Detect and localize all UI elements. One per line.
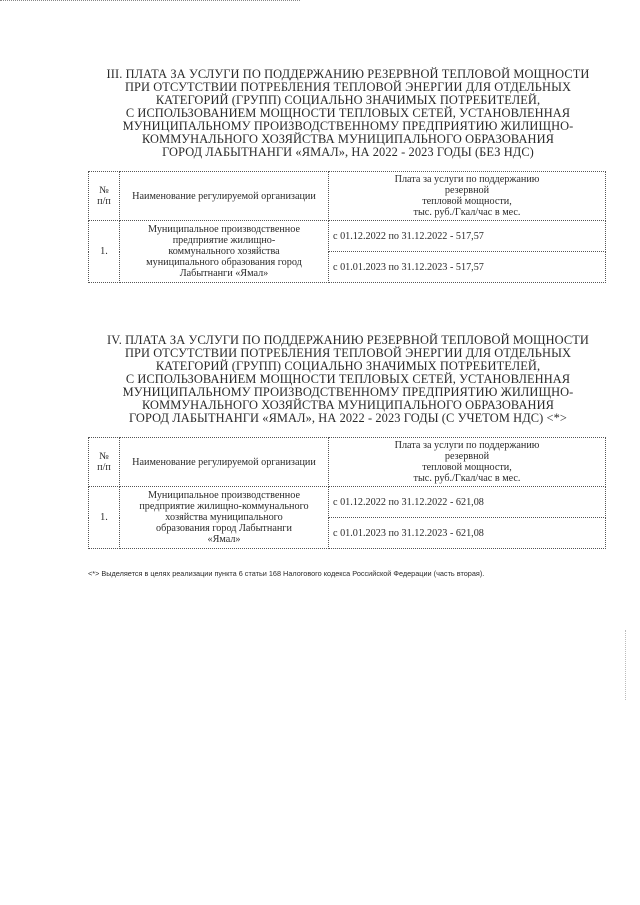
heading-line: С ИСПОЛЬЗОВАНИЕМ МОЩНОСТИ ТЕПЛОВЫХ СЕТЕЙ, УСТАНОВЛЕННАЯ xyxy=(125,106,571,120)
heading-line: III. ПЛАТА ЗА УСЛУГИ ПО ПОДДЕРЖАНИЮ РЕЗЕРВНОЙ ТЕПЛОВОЙ МОЩНОСТИ xyxy=(106,67,590,81)
scan-edge-line xyxy=(0,0,300,1)
header-fee-line: Плата за услуги по поддержанию xyxy=(394,440,540,451)
header-fee xyxy=(329,172,606,221)
organization-line: Лабытнанги «Ямал» xyxy=(179,268,269,279)
organization-line: муниципального образования город xyxy=(146,257,302,268)
organization-line: «Ямал» xyxy=(207,534,241,545)
heading-line: ГОРОД ЛАБЫТНАНГИ «ЯМАЛ», НА 2022 - 2023 ГОДЫ (БЕЗ НДС) xyxy=(162,145,534,159)
period-fee: с 01.12.2022 по 31.12.2022 - 621,08 xyxy=(329,487,606,518)
tariff-table-3 xyxy=(88,171,606,283)
period-fee: с 01.01.2023 по 31.12.2023 - 621,08 xyxy=(329,518,606,549)
header-fee-line: тепловой мощности, xyxy=(422,462,512,473)
organization-line: коммунального хозяйства xyxy=(168,246,280,257)
header-number-line: п/п xyxy=(97,196,111,207)
section-4-heading xyxy=(88,334,608,425)
organization-line: Муниципальное производственное xyxy=(148,224,300,235)
heading-line: ПРИ ОТСУТСТВИИ ПОТРЕБЛЕНИЯ ТЕПЛОВОЙ ЭНЕРГИИ ДЛЯ ОТДЕЛЬНЫХ xyxy=(124,80,572,94)
header-number-line: п/п xyxy=(97,462,111,473)
organization-line: предприятие жилищно- xyxy=(172,235,276,246)
period-fee: с 01.01.2023 по 31.12.2023 - 517,57 xyxy=(329,252,606,283)
heading-line: С ИСПОЛЬЗОВАНИЕМ МОЩНОСТИ ТЕПЛОВЫХ СЕТЕЙ, УСТАНОВЛЕННАЯ xyxy=(125,372,571,386)
header-fee-line: резервной xyxy=(444,451,490,462)
table-header-row xyxy=(89,438,606,487)
heading-line: КОММУНАЛЬНОГО ХОЗЯЙСТВА МУНИЦИПАЛЬНОГО ОБРАЗОВАНИЯ xyxy=(141,398,555,412)
heading-line: IV. ПЛАТА ЗА УСЛУГИ ПО ПОДДЕРЖАНИЮ РЕЗЕРВНОЙ ТЕПЛОВОЙ МОЩНОСТИ xyxy=(107,333,589,347)
header-fee-line: резервной xyxy=(444,185,490,196)
table-row xyxy=(89,221,606,252)
heading-line: МУНИЦИПАЛЬНОМУ ПРОИЗВОДСТВЕННОМУ ПРЕДПРИЯТИЮ ЖИЛИЩНО- xyxy=(122,119,574,133)
organization-name xyxy=(120,487,329,549)
table-row xyxy=(89,487,606,518)
header-number-line: № xyxy=(99,451,109,462)
scan-margin-marks xyxy=(625,630,629,700)
header-fee xyxy=(329,438,606,487)
table-header-row xyxy=(89,172,606,221)
organization-name xyxy=(120,221,329,283)
row-number: 1. xyxy=(89,487,120,549)
header-fee-line: Плата за услуги по поддержанию xyxy=(394,174,540,185)
period-fee: с 01.12.2022 по 31.12.2022 - 517,57 xyxy=(329,221,606,252)
heading-line: МУНИЦИПАЛЬНОМУ ПРОИЗВОДСТВЕННОМУ ПРЕДПРИЯТИЮ ЖИЛИЩНО- xyxy=(122,385,574,399)
header-number xyxy=(89,438,120,487)
heading-line: ГОРОД ЛАБЫТНАНГИ «ЯМАЛ», НА 2022 - 2023 ГОДЫ (С УЧЕТОМ НДС) <*> xyxy=(128,411,568,425)
heading-line: КОММУНАЛЬНОГО ХОЗЯЙСТВА МУНИЦИПАЛЬНОГО ОБРАЗОВАНИЯ xyxy=(141,132,555,146)
tariff-table-4 xyxy=(88,437,606,549)
row-number: 1. xyxy=(89,221,120,283)
header-number-line: № xyxy=(99,185,109,196)
organization-line: хозяйства муниципального xyxy=(165,512,283,523)
header-fee-line: тыс. руб./Гкал/час в мес. xyxy=(413,207,521,218)
header-organization: Наименование регулируемой организации xyxy=(120,438,329,487)
section-4 xyxy=(88,334,608,549)
header-organization: Наименование регулируемой организации xyxy=(120,172,329,221)
header-number xyxy=(89,172,120,221)
heading-line: ПРИ ОТСУТСТВИИ ПОТРЕБЛЕНИЯ ТЕПЛОВОЙ ЭНЕРГИИ ДЛЯ ОТДЕЛЬНЫХ xyxy=(124,346,572,360)
header-fee-line: тепловой мощности, xyxy=(422,196,512,207)
footnote: <*> Выделяется в целях реализации пункта 6 статьи 168 Налогового кодекса Российской Федерации (часть вторая). xyxy=(88,569,485,578)
section-3-heading xyxy=(88,68,608,159)
header-fee-line: тыс. руб./Гкал/час в мес. xyxy=(413,473,521,484)
organization-line: образования город Лабытнанги xyxy=(156,523,292,534)
organization-line: предприятие жилищно-коммунального xyxy=(139,501,309,512)
heading-line: КАТЕГОРИЙ (ГРУПП) СОЦИАЛЬНО ЗНАЧИМЫХ ПОТРЕБИТЕЛЕЙ, xyxy=(155,359,541,373)
heading-line: КАТЕГОРИЙ (ГРУПП) СОЦИАЛЬНО ЗНАЧИМЫХ ПОТРЕБИТЕЛЕЙ, xyxy=(155,93,541,107)
section-3 xyxy=(88,68,608,283)
organization-line: Муниципальное производственное xyxy=(148,490,300,501)
